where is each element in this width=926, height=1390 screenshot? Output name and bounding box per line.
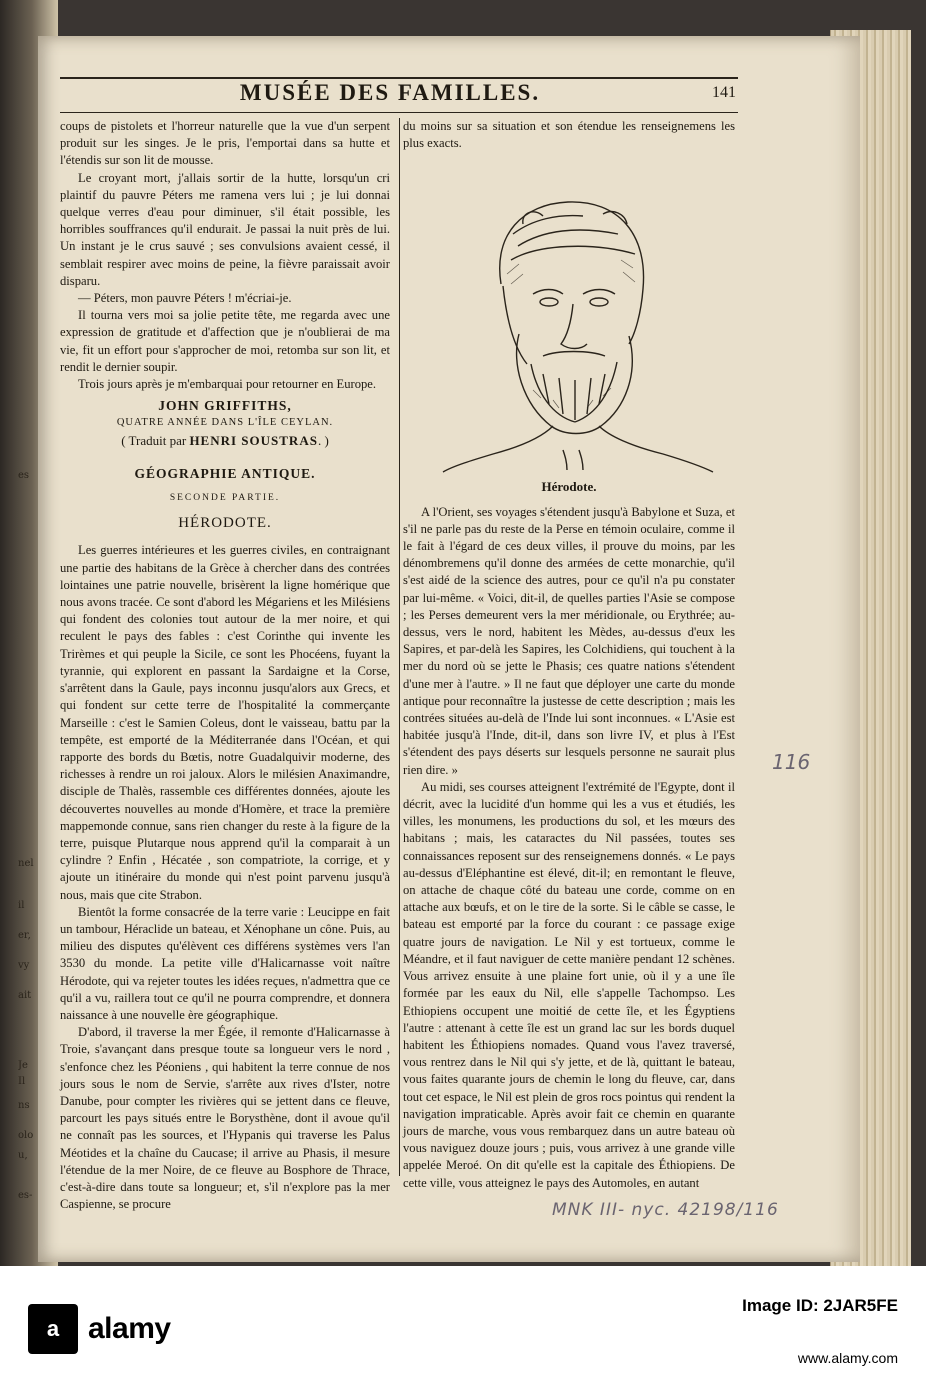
paragraph: Il tourna vers moi sa jolie petite tête, me regarda avec une expression de gratitude et d'affection que je n'oublierai de ma vie, fit un effort pour s'approcher de moi, retomba sur son lit, et rendit le dernier soupir. (60, 308, 390, 374)
strip-fragment: es (18, 470, 30, 481)
herodotus-portrait (403, 164, 735, 474)
source-title: QUATRE ANNÉE DANS L'ÎLE CEYLAN. (116, 417, 334, 429)
portrait-caption: Hérodote. (541, 479, 597, 495)
image-id-value: Image ID: 2JAR5FE (742, 1296, 898, 1315)
right-column (403, 118, 735, 1192)
translator-name: HENRI SOUSTRAS (189, 432, 318, 448)
header-rule (60, 77, 738, 79)
paragraph: A l'Orient, ses voyages s'étendent jusqu'à Babylone et Suza, et s'il ne parle pas du reste de la Perse en témoin oculaire, comme il le fait à l'égard de ces deux villes, il prouve du moins, par les dénombremens qu'il donne des armées de cette monarchie, qu'il s'est aidé de la science des autres, pour ce qu'il n'a pu constater par lui-même. « Voici, dit-il, de quelles parties l'Asie se compose ; les Perses demeurent vers la mer méridionale, ou Erythrée; au-dessus, vers le nord, habitent les Mèdes, au-dessus d'eux les Sapires, et par-delà les Sapires, les Colchidiens, qui touchent à la mer du nord où se jette le Phasis; ces quatre nations s'étendent d'une mer à l'autre. » Il ne faut que déployer une carte du monde antique pour reconnaître la justesse de cette description ; mais les contrées situées au-delà de l'Inde lui sont inconnues. « L'Asie est habitée jusqu'à l'Inde, dit-il, dans son livre IV, et plus à l'Est s'étendent des pays déserts sur lesquels personne ne saurait plus rien dire. » (403, 504, 735, 777)
author-name: JOHN GRIFFITHS, (158, 398, 292, 414)
strip-fragment: ns (18, 1100, 30, 1111)
paragraph: coups de pistolets et l'horreur naturelle que la vue d'un serpent produit sur les singes. Je le pris, l'emportai dans sa hutte et l'étendis sur son lit de mousse. (60, 119, 390, 168)
image-id (742, 1292, 898, 1316)
strip-fragment: u, (18, 1150, 28, 1161)
paragraph: Bientôt la forme consacrée de la terre varie : Leucippe en fait un tambour, Héraclide un bateau, et Xénophane un cône. Puis, au milieu des disputes qu'élèvent ces différens systèmes vers l'an 3530 du monde. La petite ville d'Halicarnasse voit naître Hérodote, qui va rejeter toutes les idées reçues, n'admettra que ce qu'il a vu, raillera tout ce qu'il ne pourra comprendre, et donnera naissance à une nouvelle ère géographique. (60, 904, 390, 1022)
strip-fragment: olo (18, 1130, 34, 1141)
catalog-reference-note: MNK III- nyc. 42198/116 (552, 1200, 779, 1220)
section-subtitle: SECONDE PARTIE. (169, 493, 281, 504)
translator-line (60, 432, 390, 449)
paragraph: du moins sur sa situation et son étendue les renseignemens les plus exacts. (403, 119, 735, 151)
strip-fragment: Il (18, 1076, 26, 1087)
strip-fragment: vy (18, 960, 30, 971)
paragraph: Au midi, ses courses atteignent l'extrémité de l'Egypte, dont il décrit, avec la lucidité d'un homme qui les a vus et étudiés, les villes, les monumens, les productions du sol, et les mœurs des habitans ; mais, les cataractes du Nil passées, toutes ses connaissances reposent sur des renseignemens donnés. « Le pays au-dessus d'Eléphantine est élevé, dit-il; en remontant le fleuve, on attache de chaque côté du bateau une corde, comme on en attache aux bœufs, et on le tire de la sorte. Si le câble se casse, le bateau est emporté par la force du courant : ce passage exige quatre jours de navigation. Le Nil y est tortueux, comme le Méandre, et il faut naviguer de cette manière pendant 12 schènes. Vous arrivez ensuite à une plaine fort unie, où il y a une île formée par les eaux du Nil, elle s'appelle Tachompso. Les Ethiopiens occupent une moitié de cette île, et les Égyptiens l'autre : attenant à cette île est un grand lac sur les bords duquel habitent les Éthiopiens nomades. Quand vous l'avez traversé, vous rentrez dans le Nil qui s'y jette, et de là, quittant le bateau, vous faites quarante jours de chemin le long du fleuve, car, dans tout cet espace, le Nil est plein de gros rocs pointus qui rendent la navigation impraticable. Après avoir fait ce chemin en quarante jours de marche, vous vous rembarquez dans un autre bateau où vous naviguez douze jours ; puis, vous arrivez à une grande ville appelée Meroé. On dit qu'elle est la capitale des Éthiopiens. De cette ville, vous atteignez le pays des Automoles, en autant (403, 779, 735, 1190)
masthead-title: MUSÉE DES FAMILLES. (239, 80, 541, 105)
strip-fragment: nel (18, 858, 34, 869)
translator-suffix: . ) (317, 432, 329, 448)
translator-prefix: ( Traduit par (121, 432, 190, 448)
strip-fragment: Je (18, 1060, 28, 1071)
strip-fragment: ait (18, 990, 32, 1001)
column-divider (399, 118, 400, 1176)
paragraph: Les guerres intérieures et les guerres civiles, en contraignant une partie des habitans de la Grèce à chercher dans des contrées lointaines une patrie nouvelle, brisèrent la ligne homérique que nous avons tracée. Ce sont d'abord les Mégariens et les Milésiens qui fondent des colonies tout autour de la mer noire, et qui reculent le pays des fables : c'est Corinthe qui invente les Trirèmes et qui peuple la Sicile, ce sont les Phocéens, fuyant la tyrannie, qui explorent en passant la Sardaigne et la Corse, s'arrêtent dans la Gaule, pays inconnu jusqu'alors aux Grecs, et qui fondent sur cette terre de l'hospitalité la commerçante Marseille : c'est le Samien Coleus, dont le vaisseau, battu par la tempête, est emporté de la Méditerranée dans l'Océan, et qui rapporte des bords du Bœtis, notre Guadalquivir moderne, des richesses à rendre un roi jaloux. Alors le milésien Anaximandre, disciple de Thalès, rassemble ces différentes données, ajoute les découvertes nouvelles au monde d'Homère, et trace la première mappemonde connue, sans rien changer du reste à la figure de la terre, puisque Plutarque nous apprend qu'il la comparait à un cylindre ? Enfin , Hécatée , son compatriote, la corrige, et y ajoute un itinéraire du monde qui n'est point parvenu jusqu'à nous, mais que cite Strabon. (60, 543, 390, 902)
logo-letter: a (46, 1316, 60, 1341)
strip-fragment: il (18, 900, 25, 911)
strip-fragment: er, (18, 930, 31, 941)
left-column (60, 118, 390, 1213)
section-heading: HÉRODOTE. (178, 515, 272, 532)
signature-block (60, 397, 390, 449)
page-number: 141 (712, 84, 736, 101)
alamy-logo-icon (28, 1304, 78, 1354)
paragraph: D'abord, il traverse la mer Égée, il remonte d'Halicarnasse à Troie, s'avançant dans presque toute sa longueur vers le nord , s'enfonce chez les Péoniens , qui habitent la terre connue de nos jours sous le nom de Servie, s'arrête aux rives d'Ister, notre Danube, pour compter les rivières qui se jettent dans ce fleuve, parcourt les pays situés entre le Borysthène, dont il avoue qu'il ne connaît pas les sources, et l'Hypanis qui traverse les Palus Méotides et la chaîne du Caucase; il arrive au Phasis, il mesure l'étendue de la mer Noire, de ce fleuve au Bosphore de Thrace, c'est-à-dire dans toute sa longueur; et, s'il n'explore pas la mer Caspienne, se procure (60, 1025, 390, 1212)
strip-fragment: es- (18, 1190, 33, 1201)
brand-name: alamy (88, 1312, 171, 1345)
paragraph: Le croyant mort, j'allais sortir de la hutte, lorsqu'un cri plaintif du pauvre Péters me ramena vers lui ; je lui donnai quelque verres d'eau pour diminuer, s'il était possible, les horribles souffrances qu'il endurait. Je passai la nuit près de lui. Un instant je le crus sauvé ; ses convulsions avaient cessé, il semblait respirer avec moins de peine, la fièvre paraissait avoir disparu. (60, 170, 390, 288)
portrait-engraving-icon (403, 164, 735, 474)
stock-footer (0, 1266, 926, 1390)
margin-pencil-note: 116 (772, 750, 811, 774)
paragraph: Trois jours après je m'embarquai pour retourner en Europe. (78, 377, 377, 392)
header-rule (60, 112, 738, 113)
site-url: www.alamy.com (797, 1350, 898, 1366)
paragraph: — Péters, mon pauvre Péters ! m'écriai-je. (78, 291, 292, 306)
section-title: GÉOGRAPHIE ANTIQUE. (134, 465, 316, 481)
